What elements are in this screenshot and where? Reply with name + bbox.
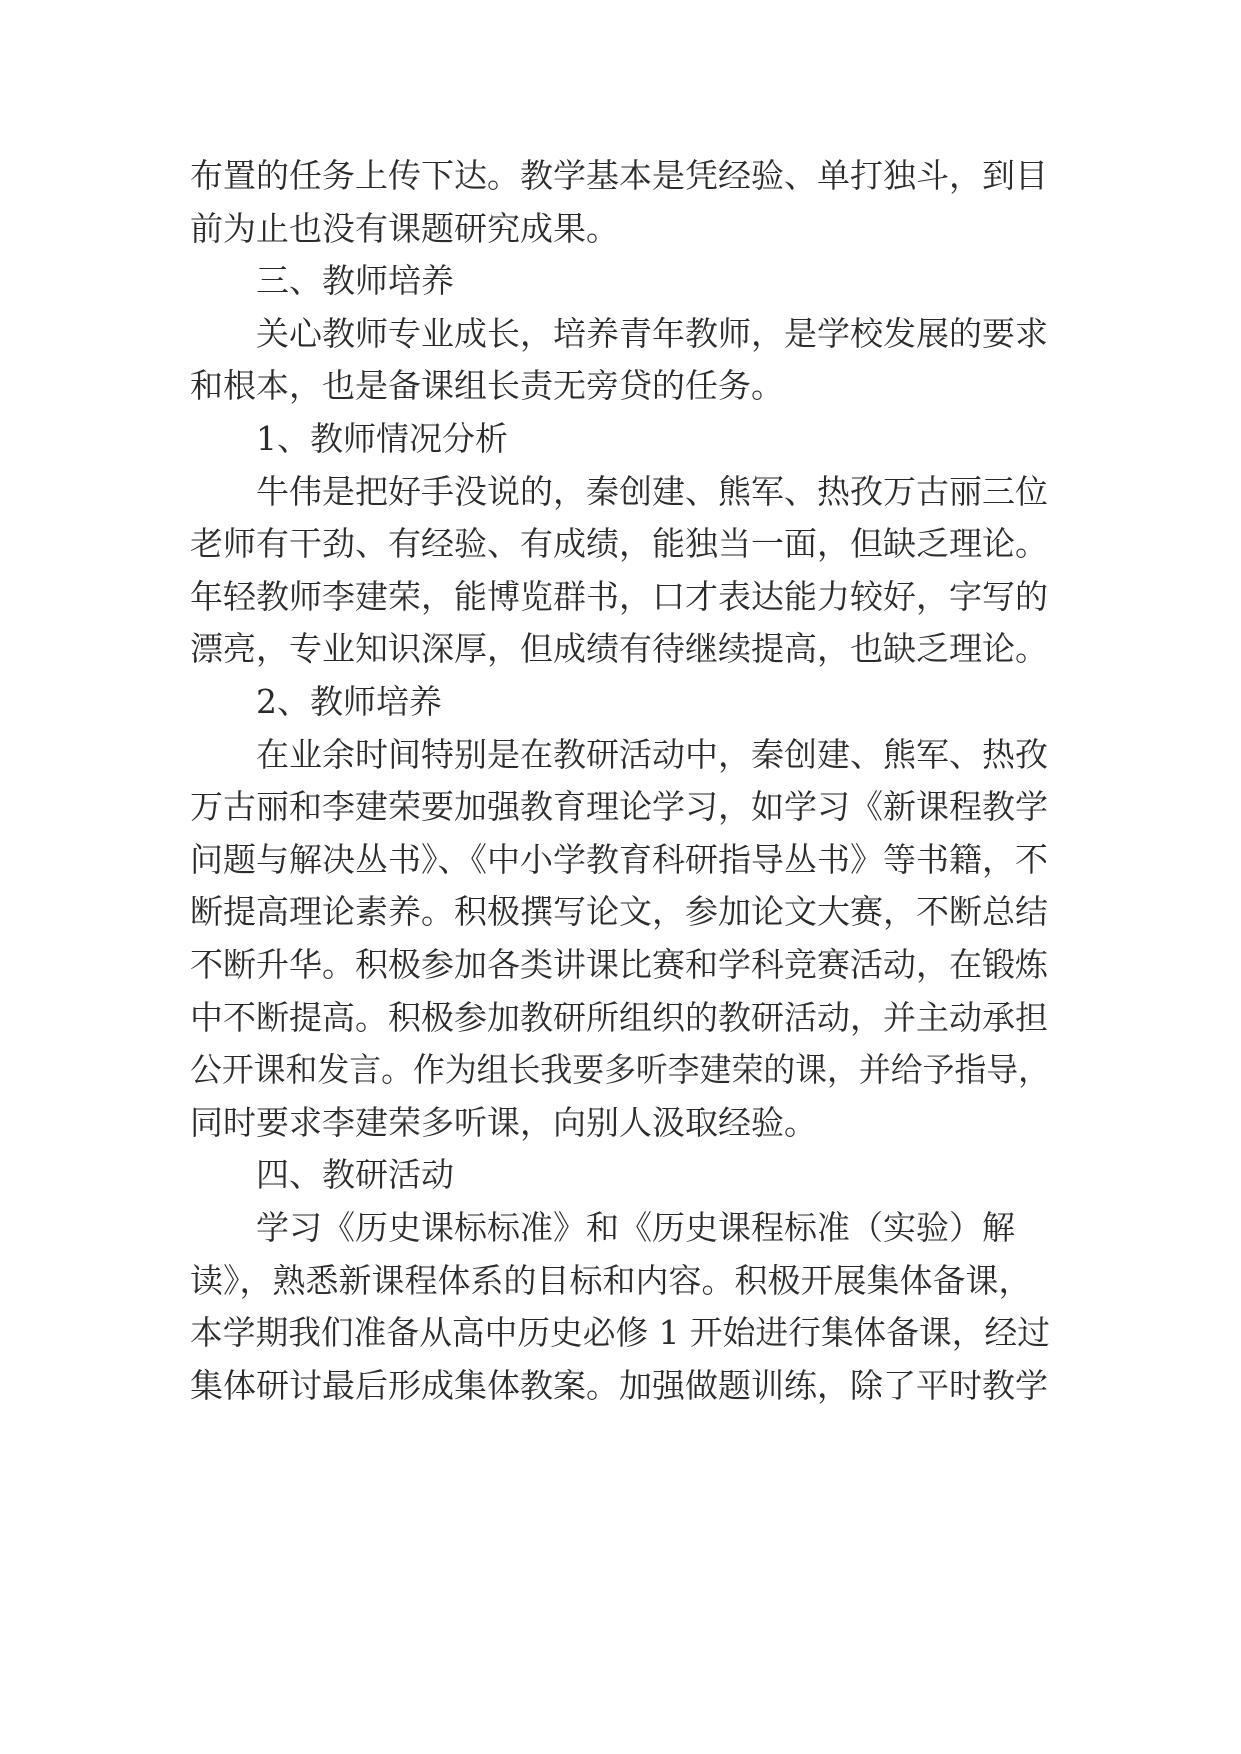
text-line: 中不断提高。积极参加教研所组织的教研活动，并主动承担 [190, 998, 1048, 1037]
text-line: 同时要求李建荣多听课，向别人汲取经验。 [190, 1103, 817, 1142]
text-line: 1、教师情况分析 [256, 419, 508, 458]
text-line: 关心教师专业成长，培养青年教师，是学校发展的要求 [256, 314, 1048, 353]
text-line: 三、教师培养 [256, 261, 454, 300]
text-line: 读》，熟悉新课程体系的目标和内容。积极开展集体备课， [190, 1261, 1032, 1300]
text-line: 前为止也没有课题研究成果。 [190, 209, 619, 248]
text-line: 学习《历史课标标准》和《历史课程标准（实验）解 [256, 1208, 1015, 1247]
text-line: 本学期我们准备从高中历史必修 1 开始进行集体备课，经过 [190, 1313, 1050, 1352]
text-line: 集体研讨最后形成集体教案。加强做题训练，除了平时教学 [190, 1366, 1048, 1405]
text-line: 年轻教师李建荣，能博览群书，口才表达能力较好，字写的 [190, 577, 1048, 616]
text-line: 不断升华。积极参加各类讲课比赛和学科竞赛活动，在锻炼 [190, 945, 1048, 984]
text-line: 牛伟是把好手没说的，秦创建、熊军、热孜万古丽三位 [256, 472, 1048, 511]
text-line: 万古丽和李建荣要加强教育理论学习，如学习《新课程教学 [190, 787, 1048, 826]
text-line: 漂亮，专业知识深厚，但成绩有待继续提高，也缺乏理论。 [190, 629, 1048, 668]
text-line: 布置的任务上传下达。教学基本是凭经验、单打独斗，到目 [190, 156, 1048, 195]
text-line: 断提高理论素养。积极撰写论文，参加论文大赛，不断总结 [190, 892, 1048, 931]
text-line: 在业余时间特别是在教研活动中，秦创建、熊军、热孜 [256, 735, 1048, 774]
text-line: 老师有干劲、有经验、有成绩，能独当一面，但缺乏理论。 [190, 524, 1048, 563]
text-line: 公开课和发言。作为组长我要多听李建荣的课，并给予指导， [190, 1050, 1050, 1089]
text-line: 四、教研活动 [256, 1155, 454, 1194]
text-line: 2、教师培养 [256, 682, 442, 721]
text-line: 和根本，也是备课组长责无旁贷的任务。 [190, 366, 784, 405]
text-line: 问题与解决丛书》、《中小学教育科研指导丛书》等书籍，不 [190, 840, 1048, 879]
